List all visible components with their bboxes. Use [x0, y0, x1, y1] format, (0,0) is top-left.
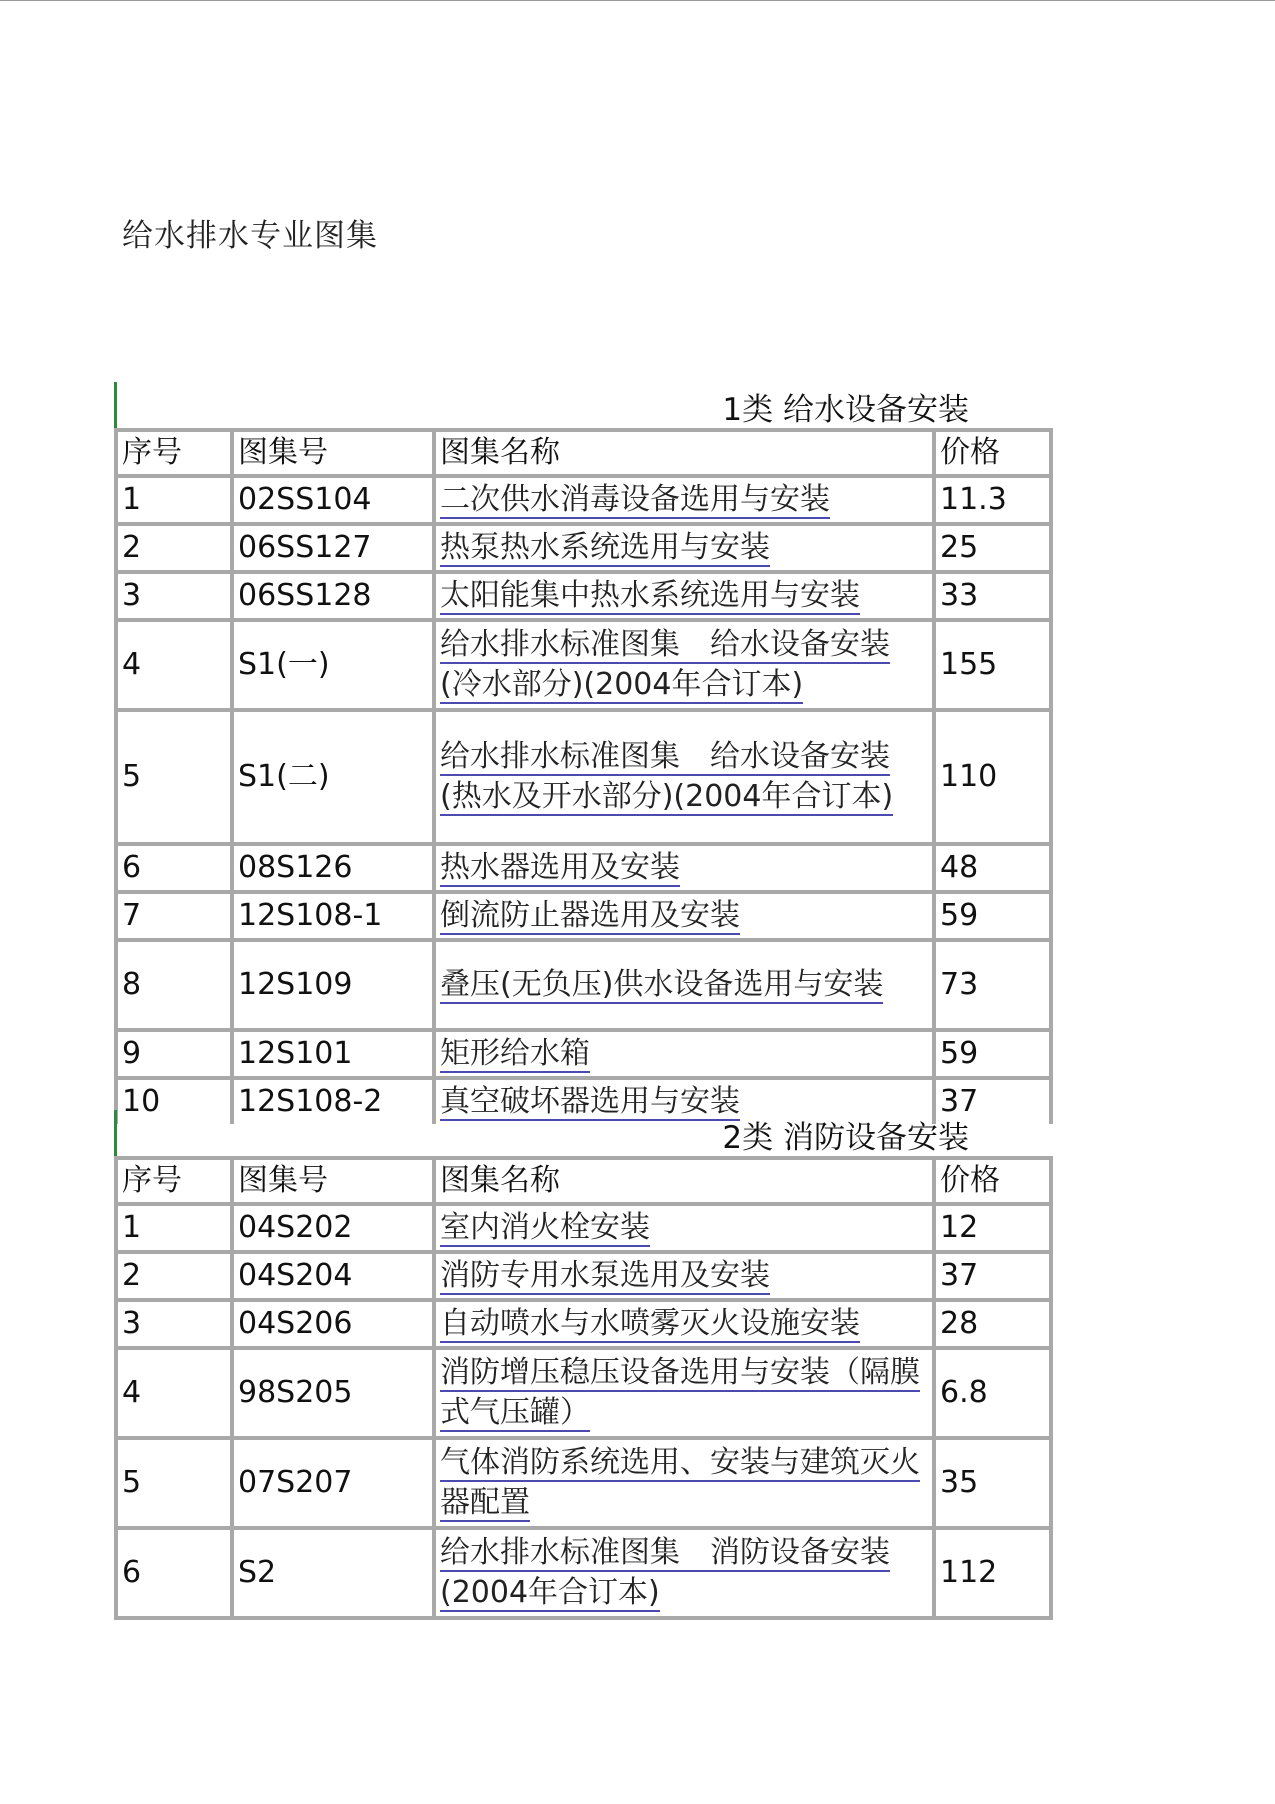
atlas-link[interactable]: 消防增压稳压设备选用与安装（隔膜式气压罐）	[440, 1355, 920, 1430]
atlas-table	[114, 428, 1053, 1124]
header-seq: 序号	[116, 1158, 232, 1204]
row-seq: 2	[116, 1252, 232, 1300]
row-name-cell	[434, 1438, 934, 1528]
atlas-link[interactable]: 矩形给水箱	[440, 1036, 590, 1071]
row-name-cell	[434, 1348, 934, 1438]
row-name-cell	[434, 710, 934, 844]
table-row	[116, 1348, 1051, 1438]
section-title: 1类 给水设备安装	[722, 392, 969, 428]
table-row	[116, 1300, 1051, 1348]
row-seq: 1	[116, 476, 232, 524]
atlas-link[interactable]: 给水排水标准图集 消防设备安装(2004年合订本)	[440, 1535, 890, 1610]
row-price: 73	[934, 940, 1051, 1030]
row-price: 110	[934, 710, 1051, 844]
row-code: S2	[232, 1528, 434, 1618]
table-row	[116, 1528, 1051, 1618]
table-row	[116, 1204, 1051, 1252]
row-name-cell	[434, 892, 934, 940]
row-price: 11.3	[934, 476, 1051, 524]
section-marker	[114, 382, 117, 428]
atlas-link[interactable]: 室内消火栓安装	[440, 1210, 650, 1245]
row-price: 35	[934, 1438, 1051, 1528]
row-seq: 3	[116, 572, 232, 620]
row-seq: 9	[116, 1030, 232, 1078]
row-seq: 10	[116, 1078, 232, 1124]
row-name-cell	[434, 1204, 934, 1252]
row-seq: 8	[116, 940, 232, 1030]
row-code: S1(一)	[232, 620, 434, 710]
row-seq: 6	[116, 844, 232, 892]
section-header	[114, 382, 1049, 428]
table-row	[116, 710, 1051, 844]
table-row	[116, 844, 1051, 892]
table-row	[116, 940, 1051, 1030]
table-row	[116, 524, 1051, 572]
atlas-link[interactable]: 热泵热水系统选用与安装	[440, 530, 770, 565]
row-seq: 6	[116, 1528, 232, 1618]
row-code: 06SS127	[232, 524, 434, 572]
table-row	[116, 1252, 1051, 1300]
atlas-link[interactable]: 二次供水消毒设备选用与安装	[440, 482, 830, 517]
row-name-cell	[434, 1528, 934, 1618]
row-name-cell	[434, 844, 934, 892]
row-name-cell	[434, 524, 934, 572]
header-name: 图集名称	[434, 1158, 934, 1204]
row-price: 25	[934, 524, 1051, 572]
row-price: 33	[934, 572, 1051, 620]
row-seq: 5	[116, 1438, 232, 1528]
document-title: 给水排水专业图集	[122, 218, 378, 254]
row-price: 28	[934, 1300, 1051, 1348]
atlas-link[interactable]: 叠压(无负压)供水设备选用与安装	[440, 967, 884, 1002]
row-seq: 7	[116, 892, 232, 940]
row-price: 112	[934, 1528, 1051, 1618]
table-header-row	[116, 1158, 1051, 1204]
row-price: 48	[934, 844, 1051, 892]
table-row	[116, 892, 1051, 940]
atlas-link[interactable]: 自动喷水与水喷雾灭火设施安装	[440, 1306, 860, 1341]
row-name-cell	[434, 1030, 934, 1078]
header-name: 图集名称	[434, 430, 934, 476]
section-header	[114, 1110, 1049, 1156]
row-code: 04S202	[232, 1204, 434, 1252]
section-water-supply	[114, 382, 1049, 1124]
row-code: 08S126	[232, 844, 434, 892]
header-code: 图集号	[232, 1158, 434, 1204]
section-title: 2类 消防设备安装	[722, 1120, 969, 1156]
table-header-row	[116, 430, 1051, 476]
atlas-link[interactable]: 给水排水标准图集 给水设备安装(冷水部分)(2004年合订本)	[440, 627, 890, 702]
row-name-cell	[434, 940, 934, 1030]
row-seq: 2	[116, 524, 232, 572]
header-code: 图集号	[232, 430, 434, 476]
row-price: 12	[934, 1204, 1051, 1252]
atlas-table	[114, 1156, 1053, 1620]
row-code: S1(二)	[232, 710, 434, 844]
row-seq: 3	[116, 1300, 232, 1348]
table-row	[116, 1030, 1051, 1078]
row-price: 59	[934, 1030, 1051, 1078]
section-marker	[114, 1110, 117, 1156]
row-code: 04S204	[232, 1252, 434, 1300]
row-price: 6.8	[934, 1348, 1051, 1438]
section-fire-protection	[114, 1110, 1049, 1620]
row-code: 07S207	[232, 1438, 434, 1528]
row-code: 04S206	[232, 1300, 434, 1348]
row-name-cell	[434, 1252, 934, 1300]
row-code: 12S109	[232, 940, 434, 1030]
row-seq: 4	[116, 620, 232, 710]
row-code: 98S205	[232, 1348, 434, 1438]
table-row	[116, 572, 1051, 620]
header-price: 价格	[934, 430, 1051, 476]
atlas-link[interactable]: 给水排水标准图集 给水设备安装(热水及开水部分)(2004年合订本)	[440, 739, 894, 814]
atlas-link[interactable]: 气体消防系统选用、安装与建筑灭火器配置	[440, 1445, 920, 1520]
row-code: 12S108-2	[232, 1078, 434, 1124]
row-name-cell	[434, 572, 934, 620]
row-seq: 5	[116, 710, 232, 844]
header-seq: 序号	[116, 430, 232, 476]
row-price: 155	[934, 620, 1051, 710]
atlas-link[interactable]: 热水器选用及安装	[440, 850, 680, 885]
row-name-cell	[434, 620, 934, 710]
row-code: 12S101	[232, 1030, 434, 1078]
table-row	[116, 1438, 1051, 1528]
row-seq: 1	[116, 1204, 232, 1252]
page-top-rule	[0, 0, 1275, 1]
row-price: 37	[934, 1252, 1051, 1300]
row-code: 02SS104	[232, 476, 434, 524]
row-name-cell	[434, 476, 934, 524]
header-price: 价格	[934, 1158, 1051, 1204]
atlas-link[interactable]: 太阳能集中热水系统选用与安装	[440, 578, 860, 613]
table-row	[116, 476, 1051, 524]
row-seq: 4	[116, 1348, 232, 1438]
atlas-link[interactable]: 真空破坏器选用与安装	[440, 1084, 740, 1119]
row-price: 59	[934, 892, 1051, 940]
row-price: 37	[934, 1078, 1051, 1124]
row-code: 06SS128	[232, 572, 434, 620]
atlas-link[interactable]: 消防专用水泵选用及安装	[440, 1258, 770, 1293]
row-code: 12S108-1	[232, 892, 434, 940]
table-row	[116, 620, 1051, 710]
atlas-link[interactable]: 倒流防止器选用及安装	[440, 898, 740, 933]
row-name-cell	[434, 1300, 934, 1348]
